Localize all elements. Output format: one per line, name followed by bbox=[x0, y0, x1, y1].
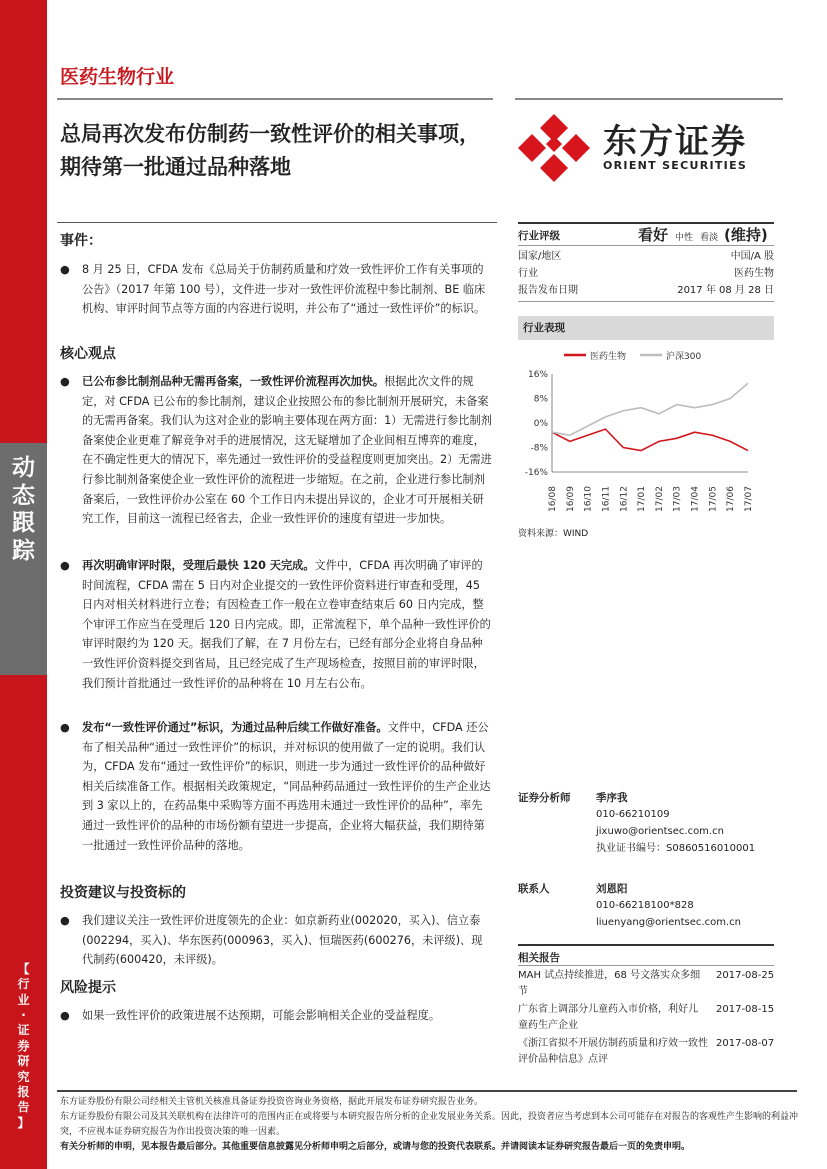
view-item-lead: 已公布参比制剂品种无需再备案，一致性评价流程再次加快。 bbox=[82, 375, 385, 388]
x-tick-label: 17/07 bbox=[744, 486, 754, 512]
footer-line: 东方证券股份有限公司经相关主管机关核准具备证券投资咨询业务资格，据此开展发布证券研究报告业务。 bbox=[60, 1097, 484, 1107]
y-tick-label: 0% bbox=[533, 419, 548, 429]
rating-status: (维持) bbox=[724, 226, 768, 244]
rating-key: 国家/地区 bbox=[518, 251, 562, 262]
analyst-role: 证券分析师 bbox=[518, 792, 571, 804]
contact-phone: 010-66218100*828 bbox=[596, 900, 694, 911]
x-tick-label: 17/04 bbox=[690, 486, 701, 512]
analyst-cert: 执业证书编号：S0860516010001 bbox=[596, 843, 756, 854]
y-tick-label: 8% bbox=[533, 394, 548, 405]
event-heading: 事件： bbox=[60, 233, 102, 249]
reports-heading: 相关报告 bbox=[518, 952, 560, 964]
report-type-label: 动 态 跟 踪 bbox=[12, 455, 35, 564]
report-date: 2017-08-15 bbox=[716, 1004, 775, 1015]
logo-english-name: ORIENT SECURITIES bbox=[603, 159, 748, 172]
analyst-name: 季序我 bbox=[596, 792, 628, 804]
rating-alt-negative: 看淡 bbox=[700, 233, 719, 243]
legend-label: 医药生物 bbox=[590, 352, 627, 362]
header-rule-left bbox=[57, 98, 493, 100]
y-tick-label: -16% bbox=[524, 468, 548, 478]
x-tick-label: 17/01 bbox=[637, 486, 648, 512]
rating-key: 行业 bbox=[518, 268, 538, 279]
x-tick-label: 16/12 bbox=[619, 486, 630, 512]
view-item-text: 文件中，CFDA 还公布了相关品种“通过一致性评价”的标识，并对标识的使用做了一定的说明。我们认为，CFDA 发布“通过一致性评价”的标识，则进一步为通过一致性评价的品种做好相关后续准备工作。根据相关政策规定，“同品种药品通过一致性评价的生产企业达到 3 家以上的，在药品集中采购等方面不再选用未通过一致性评价的品种”，率先通过一致性评价的品种的市场份额有望进一步提高，企业将大幅获益，我们期待第一批通过一致性评价品种的落地。 bbox=[82, 721, 491, 852]
industry-name: 医药生物行业 bbox=[60, 66, 175, 88]
advice-item bbox=[60, 911, 500, 971]
rating-value: 2017 年 08 月 28 日 bbox=[677, 285, 774, 296]
view-item-lead: 发布“一致性评价通过”标识，为通过品种后续工作做好准备。 bbox=[82, 721, 388, 734]
view-item bbox=[60, 556, 500, 711]
rating-value: 中国/A 股 bbox=[730, 251, 774, 262]
footer-disclaimer bbox=[60, 1095, 800, 1155]
reports-rule bbox=[518, 944, 774, 946]
logo-mark-icon bbox=[518, 112, 596, 184]
analyst-phone: 010-66210109 bbox=[596, 809, 670, 820]
performance-chart bbox=[518, 316, 774, 539]
event-item-text: 8 月 25 日，CFDA 发布《总局关于仿制药质量和疗效一致性评价工作有关事项的公告》（2017 年第 100 号），文件进一步对一致性评价流程中参比制剂、BE 临床机构、审评时间节点等方面的内容进行说明，并公布了“通过一致性评价”的标识。 bbox=[82, 263, 486, 316]
x-tick-label: 17/05 bbox=[708, 486, 719, 512]
report-title: 总局再次发布仿制药一致性评价的相关事项，期待第一批通过品种落地 bbox=[60, 122, 480, 179]
advice-heading: 投资建议与投资标的 bbox=[60, 885, 186, 901]
report-title-link[interactable]: 广东省上调部分儿童药入市价格，利好儿童药生产企业 bbox=[518, 1004, 698, 1031]
company-logo bbox=[518, 112, 783, 184]
bullet-icon: ● bbox=[60, 1009, 70, 1022]
x-tick-label: 16/08 bbox=[548, 486, 558, 512]
view-item bbox=[60, 372, 500, 547]
footer-rule bbox=[57, 1090, 797, 1092]
rating-key: 报告发布日期 bbox=[518, 285, 578, 296]
bullet-icon: ● bbox=[60, 559, 70, 572]
reports-rule bbox=[518, 965, 774, 966]
risk-item-text: 如果一致性评价的政策进展不达预期，可能会影响相关企业的受益程度。 bbox=[82, 1009, 441, 1022]
risk-item bbox=[60, 1006, 500, 1028]
chart-source: 资料来源：WIND bbox=[518, 529, 589, 539]
contact-email[interactable]: liuenyang@orientsec.com.cn bbox=[596, 917, 741, 928]
chart-svg bbox=[518, 344, 774, 528]
y-tick-label: 16% bbox=[527, 370, 548, 380]
chart-plot bbox=[525, 370, 754, 512]
rating-main: 看好 bbox=[638, 226, 669, 244]
x-tick-label: 17/02 bbox=[654, 486, 665, 512]
chart-title: 行业表现 bbox=[518, 316, 774, 340]
view-item-lead: 再次明确审评时限，受理后最快 120 天完成。 bbox=[82, 559, 315, 572]
analyst-email[interactable]: jixuwo@orientsec.com.cn bbox=[596, 826, 724, 837]
rating-rule bbox=[518, 301, 774, 302]
series-line bbox=[552, 383, 748, 435]
advice-item-text: 我们建议关注一致性评价进度领先的企业：如京新药业(002020，买入)、信立泰(002294，买入)、华东医药(000963，买入)、恒瑞医药(600276，未评级)、现代制药(600420，未评级)。 bbox=[82, 914, 483, 967]
rating-rule bbox=[518, 245, 774, 246]
x-tick-label: 16/10 bbox=[583, 486, 594, 512]
chart-legend bbox=[564, 350, 701, 362]
bullet-icon: ● bbox=[60, 375, 70, 388]
x-tick-label: 17/06 bbox=[726, 486, 737, 512]
report-category-label: 【 行 业 · 证 券 研 究 报 告 】 bbox=[17, 962, 30, 1130]
logo-chinese-name: 东方证券 bbox=[603, 122, 747, 162]
bullet-icon: ● bbox=[60, 914, 70, 927]
section-rule bbox=[57, 222, 497, 223]
view-item-text: 根据此次文件的规定，对 CFDA 已公布的参比制剂，建议企业按照公布的参比制剂开展研究，未备案的无需再备案。我们认为这对企业的影响主要体现在两方面：1）无需进行参比制剂备案使企业更难了解竞争对手的进展情况，这无疑增加了企业间相互博弈的难度，在不确定性更大的情况下，率先通过一致性评价的受益程度则更加突出。2）无需进行参比制剂备案使企业一致性评价的流程进一步缩短。在之前，企业进行参比制剂备案后，一致性评价办公室在 60 个工作日内未提出异议的，企业才可开展相关研究工作，目前这一流程已经省去，企业一致性评价的速度有望进一步加快。 bbox=[82, 375, 492, 526]
contact-role: 联系人 bbox=[518, 883, 550, 895]
report-title-link[interactable]: 《浙江省拟不开展仿制药质量和疗效一致性评价品种信息》点评 bbox=[518, 1038, 708, 1065]
report-date: 2017-08-07 bbox=[716, 1038, 775, 1049]
legend-label: 沪深300 bbox=[666, 352, 702, 362]
header-rule-right bbox=[515, 98, 783, 100]
series-line bbox=[552, 429, 748, 450]
footer-line-bold: 有关分析师的申明，见本报告最后部分。其他重要信息披露见分析师申明之后部分，或请与您的投资代表联系。并请阅读本证券研究报告最后一页的免责申明。 bbox=[60, 1142, 691, 1152]
x-tick-label: 16/09 bbox=[565, 486, 576, 512]
contact-name: 刘恩阳 bbox=[596, 883, 628, 895]
footer-line: 东方证券股份有限公司及其关联机构在法律许可的范围内正在或将要与本研究报告所分析的企业发展业务关系。因此，投资者应当考虑到本公司可能存在对报告的客观性产生影响的利益冲突，不应视本证券研究报告为作出投资决策的唯一因素。 bbox=[60, 1112, 799, 1137]
rating-label: 行业评级 bbox=[518, 230, 560, 242]
views-heading: 核心观点 bbox=[60, 346, 116, 362]
risk-heading: 风险提示 bbox=[60, 980, 116, 996]
bullet-icon: ● bbox=[60, 263, 70, 276]
view-item bbox=[60, 718, 500, 873]
event-item bbox=[60, 260, 500, 340]
bullet-icon: ● bbox=[60, 721, 70, 734]
rating-alt-neutral: 中性 bbox=[675, 233, 694, 243]
report-title-link[interactable]: MAH 试点持续推进，68 号文落实众多细节 bbox=[518, 970, 701, 997]
x-tick-label: 17/03 bbox=[672, 486, 683, 512]
report-date: 2017-08-25 bbox=[716, 970, 775, 981]
y-tick-label: -8% bbox=[530, 443, 548, 454]
x-tick-label: 16/11 bbox=[601, 486, 612, 512]
view-item-text: 文件中，CFDA 再次明确了审评的时间流程，CFDA 需在 5 日内对企业提交的一致性评价资料进行审查和受理，45 日内对相关材料进行立卷；有因检查工作一般在立卷审查结束后 60 日内完成，整个审评工作应当在受理后 120 日内完成。即，正常流程下，单个品种一致性评价的审评时限约为 120 天。据我们了解，在 7 月份左右，已经有部分企业将自身品种一致性评价资料提交到省局，且已经完成了生产现场检查，按照目前的审评时限，我们预计首批通过一致性评价的品种将在 10 月左右公布。 bbox=[82, 559, 491, 690]
rating-value: 医药生物 bbox=[734, 268, 774, 279]
